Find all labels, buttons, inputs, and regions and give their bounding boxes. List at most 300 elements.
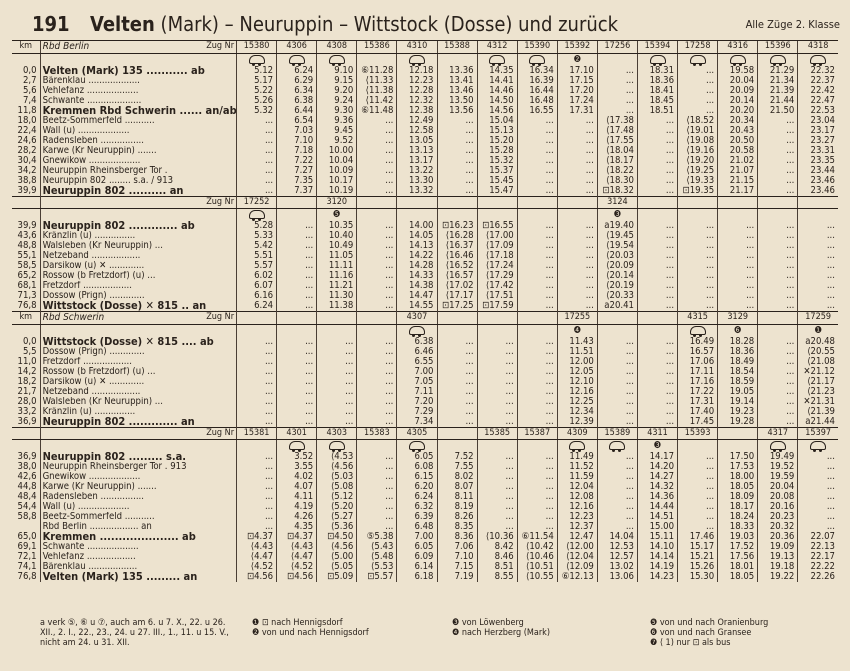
- departure-time: 9.30: [317, 106, 357, 116]
- train-icon-row: [12, 209, 838, 222]
- departure-time: 14.13: [397, 241, 437, 251]
- station-name: Kremmen Rbd Schwerin ...... an/ab: [40, 106, 236, 116]
- departure-time: ⊡17.25: [437, 301, 477, 312]
- train-number: 4317: [758, 428, 798, 440]
- icon-cell: [317, 440, 357, 453]
- departure-time: ⟨4.52: [237, 562, 277, 572]
- departure-time: ...: [597, 367, 637, 377]
- train-number: 15390: [517, 41, 557, 54]
- departure-time: 17.46: [678, 532, 718, 542]
- departure-time: ...: [477, 347, 517, 357]
- km-value: 38,0: [17, 462, 37, 472]
- departure-time: ...: [277, 357, 317, 367]
- departure-time: 20.14: [718, 96, 758, 106]
- departure-time: 23.04: [798, 116, 838, 126]
- departure-time: 18.41: [637, 86, 677, 96]
- railbus-icon: [409, 441, 425, 450]
- footnote-marker: [477, 440, 517, 453]
- departure-time: 4.26: [277, 512, 317, 522]
- departure-time: ...: [517, 156, 557, 166]
- icon-cell: [798, 440, 838, 453]
- departure-time: 5.22: [237, 86, 277, 96]
- train-number: 4306: [277, 41, 317, 54]
- timetable-row: [12, 417, 838, 428]
- departure-time: ...: [437, 417, 477, 428]
- train-number: 15386: [357, 41, 397, 54]
- timetable-row: [12, 241, 838, 251]
- departure-time: ⟨17.02: [437, 281, 477, 291]
- departure-time: 12.47: [557, 532, 597, 542]
- departure-time: ✕21.12: [798, 367, 838, 377]
- departure-time: 20.04: [718, 76, 758, 86]
- table-number: 191: [32, 12, 70, 36]
- departure-time: ...: [477, 512, 517, 522]
- departure-time: 12.04: [557, 482, 597, 492]
- departure-time: 12.10: [557, 377, 597, 387]
- departure-time: ...: [517, 522, 557, 532]
- departure-time: ...: [557, 231, 597, 241]
- km-value: 7,4: [22, 96, 37, 106]
- departure-time: ...: [798, 522, 838, 532]
- train-number: [357, 312, 397, 325]
- km-value: 34,2: [17, 166, 37, 176]
- departure-time: ⊡16.23: [437, 221, 477, 231]
- departure-time: ⟨12.00: [557, 542, 597, 552]
- departure-time: ⟨5.08: [317, 482, 357, 492]
- departure-time: ⟨5.20: [317, 502, 357, 512]
- departure-time: ...: [357, 281, 397, 291]
- footnote-marker: [557, 209, 597, 222]
- departure-time: 12.34: [557, 407, 597, 417]
- train-number: 4303: [317, 428, 357, 440]
- timetable-row: [12, 231, 838, 241]
- departure-time: ...: [718, 251, 758, 261]
- footnote-marker: [637, 209, 677, 222]
- departure-time: 11.05: [317, 251, 357, 261]
- departure-time: ⑥11.28: [357, 66, 397, 76]
- departure-time: ...: [637, 397, 677, 407]
- departure-time: 3.52: [277, 452, 317, 462]
- departure-time: 15.47: [477, 186, 517, 197]
- railbus-icon: [489, 55, 505, 64]
- train-number: 17252: [237, 197, 277, 209]
- station-name: Bärenklau ...................: [40, 76, 236, 86]
- km-value: 36,9: [17, 452, 37, 462]
- departure-time: ...: [557, 221, 597, 231]
- departure-time: 20.36: [758, 532, 798, 542]
- departure-time: 22.42: [798, 86, 838, 96]
- departure-time: ⟨10.46: [517, 552, 557, 562]
- footnote-marker: [678, 440, 718, 453]
- departure-time: 13.50: [437, 96, 477, 106]
- departure-time: 12.32: [397, 96, 437, 106]
- timetable-row: [12, 86, 838, 96]
- departure-time: ...: [798, 502, 838, 512]
- departure-time: ...: [517, 251, 557, 261]
- departure-time: 14.46: [477, 86, 517, 96]
- departure-time: ⑥11.48: [357, 106, 397, 116]
- departure-time: ⟨19.20: [678, 156, 718, 166]
- departure-time: 19.22: [758, 572, 798, 582]
- timetable-row: [12, 176, 838, 186]
- departure-time: ...: [437, 337, 477, 347]
- departure-time: 12.23: [557, 512, 597, 522]
- train-number: 4315: [678, 312, 718, 325]
- zug-nr-header-row: [12, 312, 838, 325]
- footnote-marker: [357, 440, 397, 453]
- station-name: Fretzdorf ..................: [40, 281, 236, 291]
- footnote-marker: [277, 209, 317, 222]
- departure-time: ...: [277, 291, 317, 301]
- departure-time: ...: [557, 301, 597, 312]
- departure-time: 14.44: [637, 502, 677, 512]
- station-name: Netzeband ..................: [40, 387, 236, 397]
- footnote-marker: [237, 440, 277, 453]
- departure-time: ...: [678, 271, 718, 281]
- train-number: 4305: [397, 428, 437, 440]
- departure-time: ...: [277, 301, 317, 312]
- departure-time: 11.21: [317, 281, 357, 291]
- departure-time: ⟨11.42: [357, 96, 397, 106]
- departure-time: ...: [517, 291, 557, 301]
- departure-time: 15.21: [678, 552, 718, 562]
- train-number: 17255: [557, 312, 597, 325]
- train-number: 15394: [637, 41, 677, 54]
- departure-time: 14.22: [397, 251, 437, 261]
- departure-time: 14.04: [597, 532, 637, 542]
- zug-nr-label: [40, 41, 236, 54]
- departure-time: 15.32: [477, 156, 517, 166]
- icon-cell: [277, 440, 317, 453]
- departure-time: 17.16: [678, 377, 718, 387]
- departure-time: 16.55: [517, 106, 557, 116]
- timetable-row: [12, 136, 838, 146]
- station-name: Velten (Mark) 135 ........... ab: [40, 66, 236, 76]
- departure-time: 6.08: [397, 462, 437, 472]
- km-value: 21,7: [17, 387, 37, 397]
- departure-time: 9.20: [317, 86, 357, 96]
- km-value: 54,4: [17, 502, 37, 512]
- departure-time: 14.33: [397, 271, 437, 281]
- departure-time: 20.09: [718, 86, 758, 96]
- departure-time: 20.08: [758, 492, 798, 502]
- timetable-row: [12, 301, 838, 312]
- departure-time: 13.17: [397, 156, 437, 166]
- footnote-marker: [437, 440, 477, 453]
- departure-time: ⟨19.01: [678, 126, 718, 136]
- train-number: 4309: [557, 428, 597, 440]
- departure-time: ...: [557, 156, 597, 166]
- departure-time: 13.46: [437, 86, 477, 96]
- departure-time: ...: [237, 387, 277, 397]
- train-number: [517, 312, 557, 325]
- departure-time: ...: [357, 126, 397, 136]
- icon-cell: [758, 440, 798, 453]
- station-name: Vehlefanz ...................: [40, 86, 236, 96]
- km-value: 44,8: [17, 482, 37, 492]
- departure-time: ...: [437, 126, 477, 136]
- departure-time: ⟨5.43: [357, 542, 397, 552]
- departure-time: ...: [637, 146, 677, 156]
- departure-time: 18.05: [718, 572, 758, 582]
- timetable-row: [12, 492, 838, 502]
- departure-time: ...: [637, 261, 677, 271]
- station-name: Wittstock (Dosse) ✕ 815 .... ab: [40, 337, 236, 347]
- departure-time: ...: [637, 136, 677, 146]
- departure-time: 12.00: [557, 357, 597, 367]
- departure-time: ...: [357, 377, 397, 387]
- departure-time: 13.13: [397, 146, 437, 156]
- footnote-marker: [758, 209, 798, 222]
- departure-time: 4.07: [277, 482, 317, 492]
- departure-time: ...: [718, 221, 758, 231]
- departure-time: 21.44: [758, 96, 798, 106]
- departure-time: ...: [678, 482, 718, 492]
- departure-time: ⟨17.09: [477, 241, 517, 251]
- departure-time: 6.02: [237, 271, 277, 281]
- departure-time: ...: [317, 397, 357, 407]
- departure-time: ...: [758, 281, 798, 291]
- departure-time: ⟨4.43: [277, 542, 317, 552]
- departure-time: 11.51: [557, 347, 597, 357]
- departure-time: ...: [237, 156, 277, 166]
- departure-time: ...: [517, 377, 557, 387]
- departure-time: ⟨19.33: [678, 176, 718, 186]
- departure-time: ...: [517, 407, 557, 417]
- departure-time: ...: [678, 261, 718, 271]
- departure-time: ⑥11.54: [517, 532, 557, 542]
- departure-time: 13.32: [397, 186, 437, 197]
- station-name: Neuruppin 802 ............. ab: [40, 221, 236, 231]
- km-value: 72,1: [17, 552, 37, 562]
- icon-cell: [397, 325, 437, 338]
- station-name: Neuruppin 802 ......... s.a.: [40, 452, 236, 462]
- departure-time: ⟨5.48: [357, 552, 397, 562]
- departure-time: 11.11: [317, 261, 357, 271]
- departure-time: ...: [357, 251, 397, 261]
- station-name: Wall (u) ...................: [40, 502, 236, 512]
- departure-time: ⟨19.08: [678, 136, 718, 146]
- departure-time: ...: [357, 407, 397, 417]
- departure-time: 12.58: [397, 126, 437, 136]
- departure-time: ...: [357, 482, 397, 492]
- departure-time: ...: [237, 417, 277, 428]
- departure-time: ...: [798, 482, 838, 492]
- departure-time: ⟨4.47: [237, 552, 277, 562]
- departure-time: ...: [637, 407, 677, 417]
- departure-time: ...: [798, 251, 838, 261]
- departure-time: 6.18: [397, 572, 437, 582]
- timetable-row: [12, 347, 838, 357]
- departure-time: a21.44: [798, 417, 838, 428]
- departure-time: ...: [277, 241, 317, 251]
- departure-time: ...: [637, 417, 677, 428]
- departure-time: ...: [517, 241, 557, 251]
- railbus-icon: [329, 441, 345, 450]
- departure-time: ...: [678, 251, 718, 261]
- departure-time: 12.08: [557, 492, 597, 502]
- departure-time: 14.20: [637, 462, 677, 472]
- train-number: 17259: [798, 312, 838, 325]
- zug-nr-caption: Zug Nr: [206, 312, 235, 322]
- departure-time: ...: [477, 387, 517, 397]
- departure-time: ...: [357, 357, 397, 367]
- train-number: [437, 428, 477, 440]
- departure-time: ...: [357, 452, 397, 462]
- departure-time: ⊡4.50: [317, 532, 357, 542]
- departure-time: ⟨21.23: [798, 387, 838, 397]
- train-number: [637, 197, 677, 209]
- departure-time: 17.10: [557, 66, 597, 76]
- departure-time: ⑤5.38: [357, 532, 397, 542]
- timetable-row: [12, 66, 838, 76]
- departure-time: 17.53: [718, 462, 758, 472]
- departure-time: ...: [317, 367, 357, 377]
- departure-time: a20.41: [597, 301, 637, 312]
- train-number: 4318: [798, 41, 838, 54]
- icon-cell: [317, 54, 357, 67]
- departure-time: ...: [237, 462, 277, 472]
- departure-time: 11.30: [317, 291, 357, 301]
- footnote-marker: ❻: [718, 325, 758, 338]
- departure-time: 12.49: [397, 116, 437, 126]
- departure-time: ...: [678, 76, 718, 86]
- railbus-icon: [249, 210, 265, 219]
- train-number: [557, 197, 597, 209]
- timetable-row: [12, 532, 838, 542]
- departure-time: 13.36: [437, 66, 477, 76]
- departure-time: ...: [637, 126, 677, 136]
- departure-time: ...: [758, 407, 798, 417]
- departure-time: 19.03: [718, 532, 758, 542]
- departure-time: 14.00: [397, 221, 437, 231]
- icon-cell: [477, 54, 517, 67]
- timetable-row: [12, 572, 838, 582]
- station-name: Darsikow (u) ✕ .............: [40, 377, 236, 387]
- station-name: Gnewikow ...................: [40, 156, 236, 166]
- departure-time: ...: [678, 301, 718, 312]
- departure-time: 6.16: [237, 291, 277, 301]
- departure-time: 17.20: [557, 86, 597, 96]
- departure-time: ...: [477, 492, 517, 502]
- footnote-marker: [317, 325, 357, 338]
- departure-time: ...: [517, 357, 557, 367]
- icon-cell: [277, 54, 317, 67]
- departure-time: 18.33: [718, 522, 758, 532]
- departure-time: ...: [237, 126, 277, 136]
- departure-time: ⟨16.28: [437, 231, 477, 241]
- departure-time: 23.44: [798, 166, 838, 176]
- departure-time: 7.06: [437, 542, 477, 552]
- train-number: [357, 197, 397, 209]
- departure-time: ...: [237, 347, 277, 357]
- departure-time: 13.30: [397, 176, 437, 186]
- departure-time: 19.05: [718, 387, 758, 397]
- departure-time: ...: [758, 126, 798, 136]
- departure-time: 22.47: [798, 96, 838, 106]
- train-number: [477, 312, 517, 325]
- departure-time: ⟨18.52: [678, 116, 718, 126]
- departure-time: 14.51: [637, 512, 677, 522]
- departure-time: ...: [557, 241, 597, 251]
- icon-cell: [517, 54, 557, 67]
- departure-time: 7.10: [277, 136, 317, 146]
- railbus-icon: [770, 441, 786, 450]
- timetable-row: [12, 522, 838, 532]
- station-name: Neuruppin 802 .......... an: [40, 186, 236, 197]
- class-note: Alle Züge 2. Klasse: [745, 18, 840, 31]
- train-number: 3124: [597, 197, 637, 209]
- departure-time: 12.38: [397, 106, 437, 116]
- km-value: 14,2: [17, 367, 37, 377]
- departure-time: ...: [237, 482, 277, 492]
- departure-time: 6.38: [397, 337, 437, 347]
- km-value: 18,0: [17, 116, 37, 126]
- departure-time: ...: [477, 452, 517, 462]
- departure-time: ...: [357, 271, 397, 281]
- departure-time: ...: [758, 417, 798, 428]
- departure-time: ...: [798, 462, 838, 472]
- departure-time: ...: [637, 241, 677, 251]
- departure-time: ⟨4.47: [277, 552, 317, 562]
- timetable-row: [12, 96, 838, 106]
- departure-time: ⟨12.09: [557, 562, 597, 572]
- departure-time: 15.00: [637, 522, 677, 532]
- departure-time: ...: [357, 166, 397, 176]
- timetable-row: [12, 377, 838, 387]
- departure-time: 20.50: [718, 136, 758, 146]
- departure-time: ⟨18.04: [597, 146, 637, 156]
- km-value: 0,0: [22, 66, 37, 76]
- departure-time: ...: [477, 367, 517, 377]
- departure-time: ...: [477, 337, 517, 347]
- footnote-marker: ❷: [557, 54, 597, 67]
- departure-time: ⑥12.13: [557, 572, 597, 582]
- departure-time: 11.43: [557, 337, 597, 347]
- departure-time: ...: [758, 136, 798, 146]
- icon-cell: [678, 325, 718, 338]
- departure-time: 18.36: [718, 347, 758, 357]
- departure-time: ...: [798, 301, 838, 312]
- icon-cell: [237, 209, 277, 222]
- departure-time: ⟨17.29: [477, 271, 517, 281]
- departure-time: 15.11: [637, 532, 677, 542]
- train-icon-row: [12, 54, 838, 67]
- departure-time: 5.32: [237, 106, 277, 116]
- departure-time: 13.06: [597, 572, 637, 582]
- departure-time: 7.15: [437, 562, 477, 572]
- km-value: 0,0: [22, 337, 37, 347]
- station-name: Neuruppin 802 ........ s.a. / 913: [40, 176, 236, 186]
- departure-time: ...: [557, 251, 597, 261]
- train-number: [678, 197, 718, 209]
- departure-time: 19.52: [758, 462, 798, 472]
- timetable-row: [12, 482, 838, 492]
- departure-time: 8.02: [437, 472, 477, 482]
- departure-time: 7.20: [397, 397, 437, 407]
- departure-time: ...: [678, 241, 718, 251]
- station-name: Radensleben ................: [40, 492, 236, 502]
- station-name: Rossow (b Fretzdorf) (u) ...: [40, 271, 236, 281]
- departure-time: ⟨17.17: [437, 291, 477, 301]
- departure-time: ...: [597, 452, 637, 462]
- departure-time: 17.24: [557, 96, 597, 106]
- departure-time: ...: [357, 347, 397, 357]
- station-name: Schwante ...................: [40, 542, 236, 552]
- departure-time: ...: [637, 387, 677, 397]
- departure-time: ⟨19.25: [678, 166, 718, 176]
- train-number: 15396: [758, 41, 798, 54]
